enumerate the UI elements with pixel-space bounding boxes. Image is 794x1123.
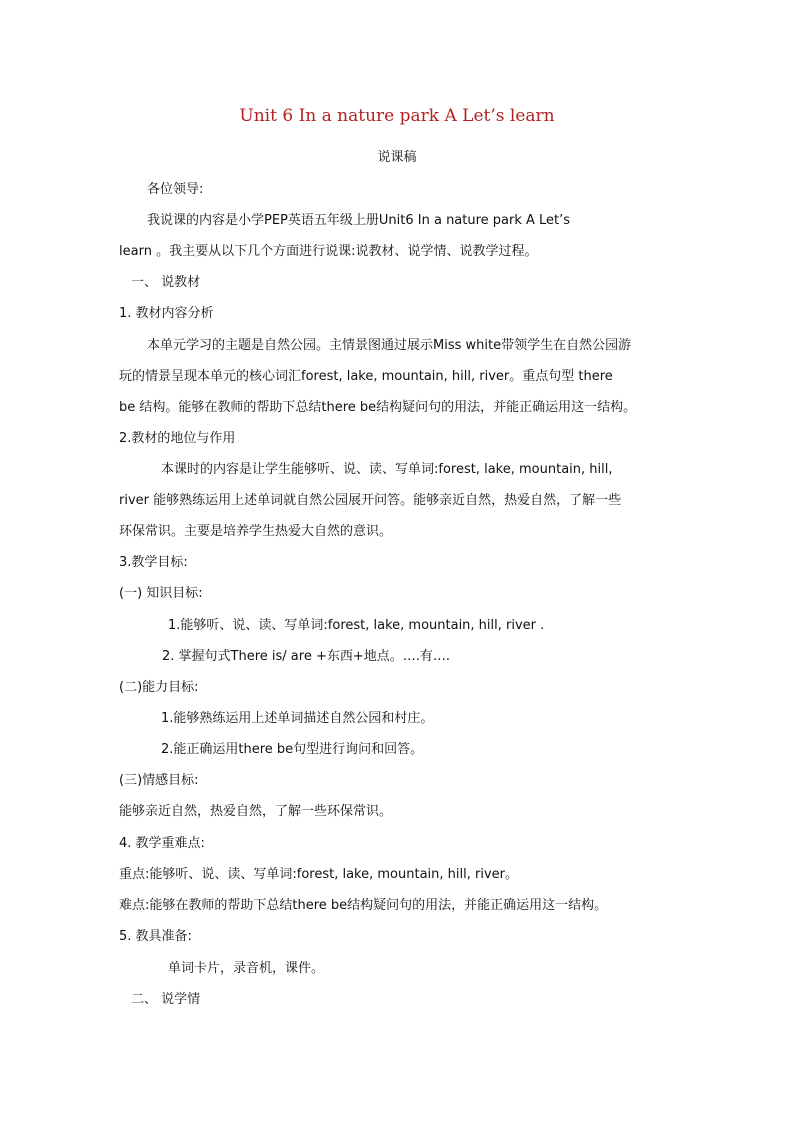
text-line: 能够亲近自然，热爱自然，了解一些环保常识。 bbox=[119, 804, 393, 819]
subsection-heading: 5. 教具准备: bbox=[119, 929, 192, 944]
goal-item: 2. 掌握句式There is/ are +东西+地点。….有…. bbox=[162, 649, 451, 664]
subsection-heading: 3.教学目标: bbox=[119, 555, 188, 570]
document-subtitle: 说课稿 bbox=[377, 150, 417, 165]
text-line: 环保常识。主要是培养学生热爱大自然的意识。 bbox=[119, 524, 393, 539]
text-line: 重点:能够听、说、读、写单词:forest, lake, mountain, hill, river。 bbox=[119, 867, 518, 882]
goal-heading: (三)情感目标: bbox=[119, 773, 199, 788]
section-heading: 一、 说教材 bbox=[131, 275, 201, 290]
text-line: be 结构。能够在教师的帮助下总结there be结构疑问句的用法，并能正确运用这一结构。 bbox=[119, 400, 637, 415]
goal-item: 2.能正确运用there be句型进行询问和回答。 bbox=[161, 742, 424, 757]
subsection-heading: 2.教材的地位与作用 bbox=[119, 431, 236, 446]
text-line: learn 。我主要从以下几个方面进行说课:说教材、说学情、说教学过程。 bbox=[119, 244, 538, 259]
document-title: Unit 6 In a nature park A Let’s learn bbox=[239, 106, 555, 126]
goal-heading: (一) 知识目标: bbox=[119, 586, 203, 601]
subsection-heading: 1. 教材内容分析 bbox=[119, 306, 214, 321]
goal-item: 1.能够熟练运用上述单词描述自然公园和村庄。 bbox=[161, 711, 434, 726]
text-line: 单词卡片，录音机，课件。 bbox=[168, 961, 325, 976]
text-line: 本单元学习的主题是自然公园。主情景图通过展示Miss white带领学生在自然公园游 bbox=[147, 338, 632, 353]
goal-heading: (二)能力目标: bbox=[119, 680, 199, 695]
text-line: 各位领导: bbox=[147, 182, 204, 197]
text-line: river 能够熟练运用上述单词就自然公园展开问答。能够亲近自然，热爱自然，了解一些 bbox=[119, 493, 622, 508]
text-line: 本课时的内容是让学生能够听、说、读、写单词:forest, lake, mountain, hill, bbox=[161, 462, 613, 477]
text-line: 我说课的内容是小学PEP英语五年级上册Unit6 In a nature park A Let’s bbox=[147, 213, 571, 228]
section-heading: 二、 说学情 bbox=[131, 992, 201, 1007]
text-line: 难点:能够在教师的帮助下总结there be结构疑问句的用法，并能正确运用这一结构。 bbox=[119, 898, 608, 913]
subsection-heading: 4. 教学重难点: bbox=[119, 836, 205, 851]
text-line: 玩的情景呈现本单元的核心词汇forest, lake, mountain, hill, river。重点句型 there bbox=[119, 369, 613, 384]
goal-item: 1.能够听、说、读、写单词:forest, lake, mountain, hill, river . bbox=[168, 618, 545, 633]
